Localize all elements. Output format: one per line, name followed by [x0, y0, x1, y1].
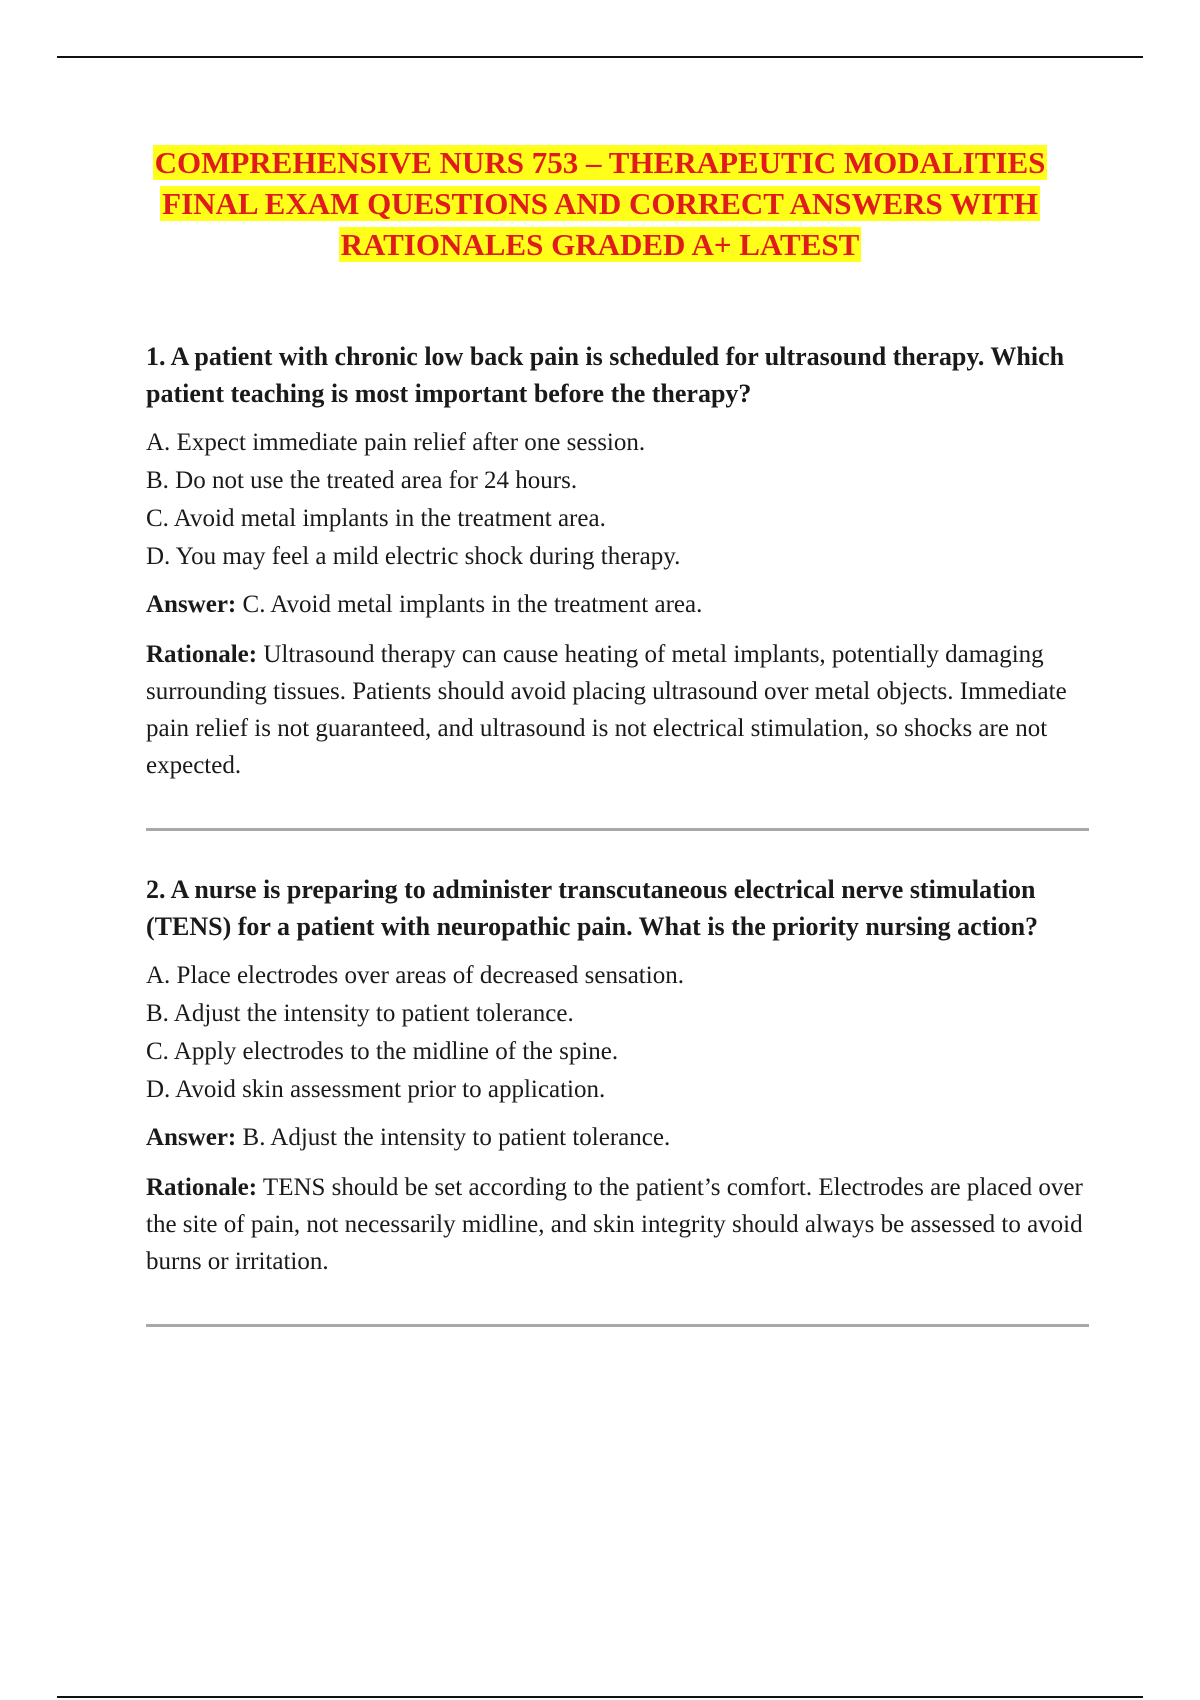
- rationale-label: Rationale:: [146, 641, 258, 668]
- answer-text: C. Avoid metal implants in the treatment area.: [242, 591, 703, 618]
- title-line-3: RATIONALES GRADED A+ LATEST: [340, 227, 860, 262]
- answer-label: Answer:: [146, 1124, 237, 1151]
- rationale-text: TENS should be set according to the patient’s comfort. Electrodes are placed over the site of pain, not necessarily midline, and skin integrity should always be assessed to avoid burns or irritation.: [146, 1174, 1083, 1275]
- rationale-paragraph: [146, 636, 1096, 784]
- questions-section: [146, 338, 1096, 1367]
- answer-line: [146, 1119, 1096, 1157]
- title-line-2: FINAL EXAM QUESTIONS AND CORRECT ANSWERS WITH: [162, 186, 1038, 221]
- answer-text: B. Adjust the intensity to patient tolerance.: [242, 1124, 671, 1151]
- question-text: 2. A nurse is preparing to administer transcutaneous electrical nerve stimulation (TENS) for a patient with neuropathic pain. What is the priority nursing action?: [146, 875, 1039, 941]
- option-d: D. Avoid skin assessment prior to application.: [146, 1076, 606, 1103]
- rationale-paragraph: [146, 1169, 1096, 1280]
- option-c: C. Avoid metal implants in the treatment area.: [146, 505, 606, 532]
- answer-line: [146, 586, 1096, 624]
- rationale-text: Ultrasound therapy can cause heating of metal implants, potentially damaging surrounding tissues. Patients should avoid placing ultrasound over metal objects. Immediate pain relief is not guaranteed, and ultrasound is not electrical stimulation, so shocks are not expected.: [146, 641, 1067, 779]
- header-rule: [57, 56, 1143, 58]
- answer-label: Answer:: [146, 591, 237, 618]
- option-c: C. Apply electrodes to the midline of the spine.: [146, 1038, 619, 1065]
- question-divider: [146, 828, 1089, 831]
- question-block-2: [146, 871, 1096, 1280]
- option-b: B. Adjust the intensity to patient tolerance.: [146, 1000, 574, 1027]
- option-b: B. Do not use the treated area for 24 hours.: [146, 467, 578, 494]
- question-text: 1. A patient with chronic low back pain is scheduled for ultrasound therapy. Which patient teaching is most important before the therapy?: [146, 342, 1065, 408]
- document-title: [100, 142, 1100, 265]
- option-a: A. Place electrodes over areas of decreased sensation.: [146, 962, 684, 989]
- option-list: [146, 424, 1096, 576]
- question-divider: [146, 1324, 1089, 1327]
- title-line-1: COMPREHENSIVE NURS 753 – THERAPEUTIC MODALITIES: [154, 145, 1046, 180]
- rationale-label: Rationale:: [146, 1174, 258, 1201]
- footer-rule: [57, 1696, 1143, 1698]
- option-a: A. Expect immediate pain relief after one session.: [146, 429, 646, 456]
- question-block-1: [146, 338, 1096, 784]
- option-d: D. You may feel a mild electric shock during therapy.: [146, 543, 681, 570]
- option-list: [146, 957, 1096, 1109]
